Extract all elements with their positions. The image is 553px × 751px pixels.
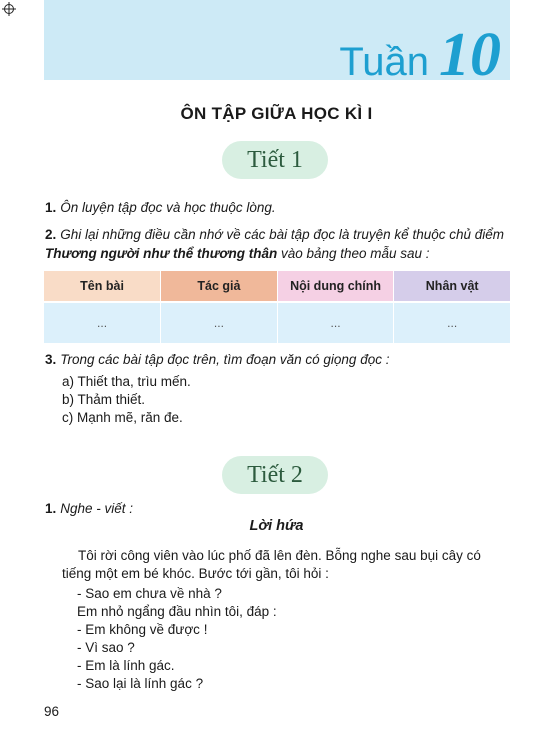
question-number: 2. <box>45 227 57 242</box>
lesson1-question-1 <box>45 198 515 217</box>
week-heading <box>339 20 501 89</box>
table-cell: ... <box>44 302 161 343</box>
lesson1-question-3 <box>45 350 515 369</box>
question-number: 1. <box>45 200 57 215</box>
question-text: Nghe - viết : <box>60 501 134 516</box>
story-line: - Sao em chưa về nhà ? <box>77 586 222 601</box>
table-header-row <box>44 271 511 302</box>
question-topic-bold: Thương người như thể thương thân <box>45 246 278 261</box>
summary-table <box>44 271 511 343</box>
lesson1-question-2 <box>45 225 515 263</box>
table-cell: ... <box>277 302 394 343</box>
story-line: - Em là lính gác. <box>77 658 175 673</box>
week-label: Tuần <box>339 40 429 84</box>
table-cell: ... <box>394 302 511 343</box>
story-line: Em nhỏ ngẩng đầu nhìn tôi, đáp : <box>77 604 277 619</box>
registration-mark-icon <box>2 2 16 16</box>
table-header-cell: Nhân vật <box>394 271 511 302</box>
story-paragraph: Tôi rời công viên vào lúc phố đã lên đèn. Bỗng nghe sau bụi cây có tiếng một em bé khóc. Bước tới gần, tôi hỏi : <box>62 548 481 581</box>
table-row <box>44 302 511 343</box>
story-line: - Sao lại là lính gác ? <box>77 676 204 691</box>
question-text: Trong các bài tập đọc trên, tìm đoạn văn có giọng đọc : <box>60 352 390 367</box>
question-number: 1. <box>45 501 57 516</box>
story-line: - Em không về được ! <box>77 622 208 637</box>
option-a: a) Thiết tha, trìu mến. <box>62 374 191 389</box>
week-number: 10 <box>439 21 501 89</box>
lesson-1-badge: Tiết 1 <box>222 141 328 179</box>
option-b: b) Thảm thiết. <box>62 392 146 407</box>
question-text-part-b: vào bảng theo mẫu sau : <box>277 246 430 261</box>
table-header-cell: Nội dung chính <box>277 271 394 302</box>
question-text: Ôn luyện tập đọc và học thuộc lòng. <box>60 200 276 215</box>
story-line: - Vì sao ? <box>77 640 135 655</box>
lesson-2-badge: Tiết 2 <box>222 456 328 494</box>
story-title: Lời hứa <box>249 518 304 534</box>
question-number: 3. <box>45 352 57 367</box>
lesson2-question-1 <box>45 499 515 518</box>
table-header-cell: Tác giả <box>161 271 278 302</box>
table-cell: ... <box>161 302 278 343</box>
question-text-part-a: Ghi lại những điều cần nhớ về các bài tập đọc là truyện kể thuộc chủ điểm <box>60 227 504 242</box>
option-c: c) Mạnh mẽ, răn đe. <box>62 410 183 425</box>
page-number: 96 <box>44 704 60 719</box>
page-title: ÔN TẬP GIỮA HỌC KÌ I <box>180 104 373 123</box>
table-header-cell: Tên bài <box>44 271 161 302</box>
